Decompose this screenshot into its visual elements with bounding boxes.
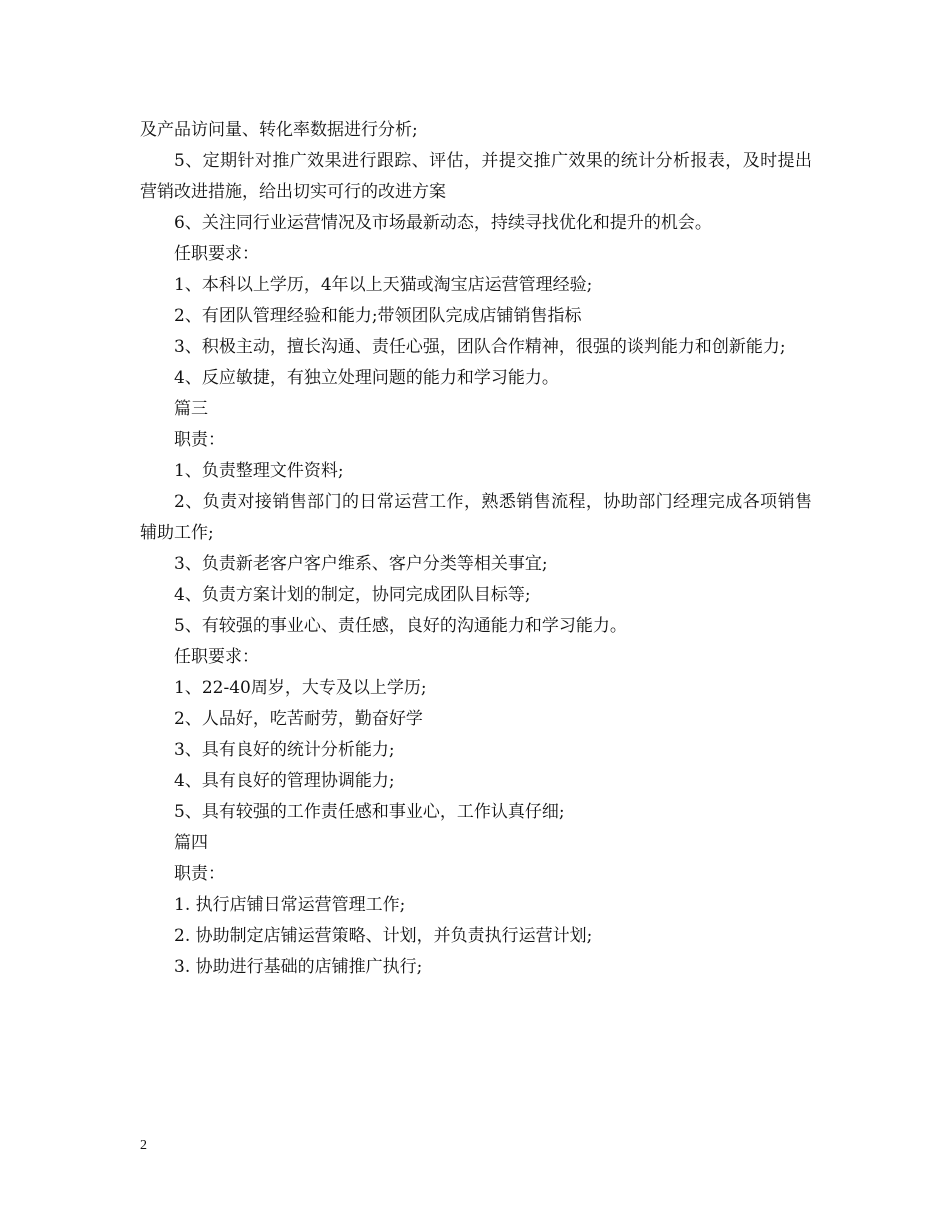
paragraph: 4、反应敏捷，有独立处理问题的能力和学习能力。 xyxy=(174,368,559,388)
section-heading: 任职要求： xyxy=(174,244,259,264)
paragraph: 1、本科以上学历，4年以上天猫或淘宝店运营管理经验; xyxy=(174,275,593,295)
paragraph: 1、22-40周岁，大专及以上学历; xyxy=(174,678,427,698)
paragraph: 3、负责新老客户客户维系、客户分类等相关事宜; xyxy=(174,554,548,574)
paragraph: 1、负责整理文件资料; xyxy=(174,461,344,481)
page-number: 2 xyxy=(140,1138,147,1153)
section-heading: 任职要求： xyxy=(174,647,259,667)
paragraph: 6、关注同行业运营情况及市场最新动态，持续寻找优化和提升的机会。 xyxy=(174,213,712,233)
paragraph: 2、人品好，吃苦耐劳，勤奋好学 xyxy=(174,709,423,729)
paragraph: 4、负责方案计划的制定，协同完成团队目标等; xyxy=(174,585,531,605)
paragraph: 3. 协助进行基础的店铺推广执行; xyxy=(174,957,423,977)
body-text xyxy=(140,115,812,983)
section-heading: 职责： xyxy=(174,864,225,884)
section-heading: 职责： xyxy=(174,430,225,450)
paragraph: 4、具有良好的管理协调能力; xyxy=(174,771,395,791)
chapter-heading: 篇三 xyxy=(174,399,208,419)
paragraph: 3、积极主动，擅长沟通、责任心强，团队合作精神，很强的谈判能力和创新能力; xyxy=(174,337,786,357)
paragraph: 1. 执行店铺日常运营管理工作; xyxy=(174,895,406,915)
paragraph: 2、有团队管理经验和能力;带领团队完成店铺销售指标 xyxy=(174,306,582,326)
paragraph: 及产品访问量、转化率数据进行分析; xyxy=(140,120,418,140)
chapter-heading: 篇四 xyxy=(174,833,208,853)
paragraph: 5、有较强的事业心、责任感，良好的沟通能力和学习能力。 xyxy=(174,616,627,636)
paragraph: 2. 协助制定店铺运营策略、计划，并负责执行运营计划; xyxy=(174,926,593,946)
paragraph: 2、负责对接销售部门的日常运营工作，熟悉销售流程，协助部门经理完成各项销售辅助工作; xyxy=(140,492,812,543)
paragraph: 3、具有良好的统计分析能力; xyxy=(174,740,395,760)
paragraph: 5、定期针对推广效果进行跟踪、评估，并提交推广效果的统计分析报表，及时提出营销改进措施，给出切实可行的改进方案 xyxy=(140,151,812,202)
paragraph: 5、具有较强的工作责任感和事业心，工作认真仔细; xyxy=(174,802,565,822)
